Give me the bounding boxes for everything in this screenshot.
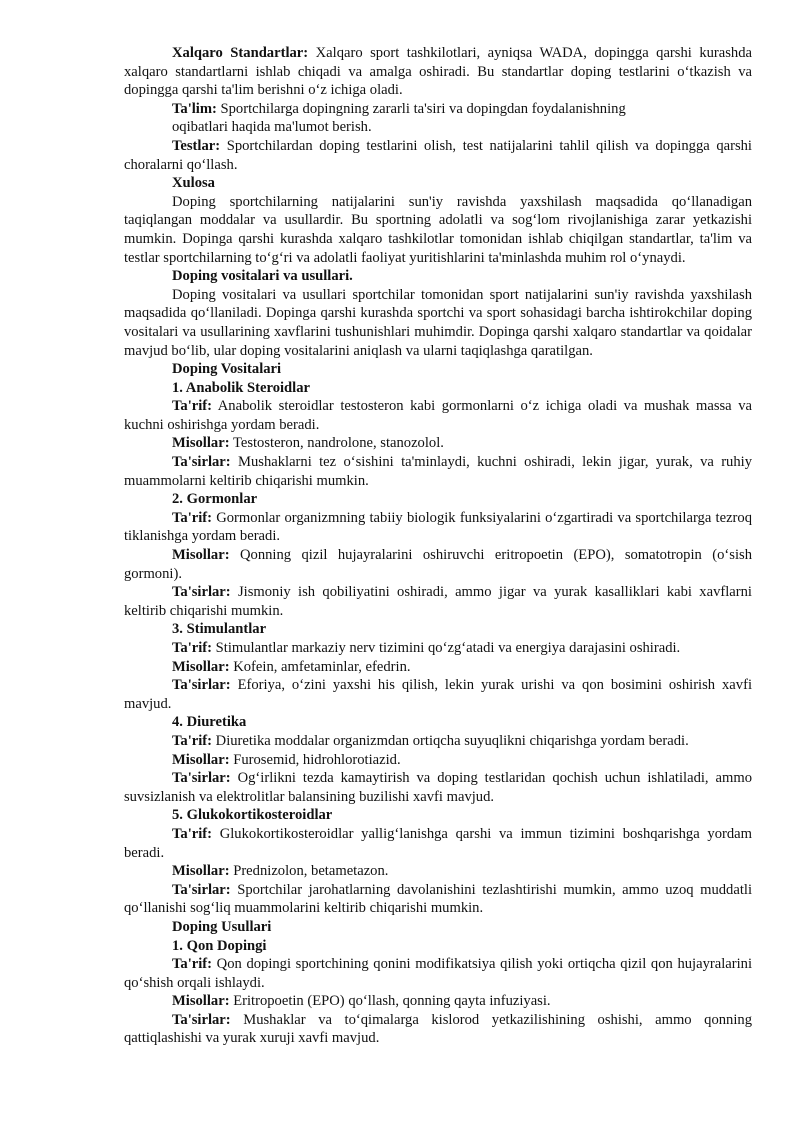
paragraph-label: Ta'rif: (172, 640, 212, 656)
paragraph-text: Og‘irlikni tezda kamaytirish va doping testlaridan qochish uchun ishlatiladi, ammo suvsizlanish va elektrolitlar balansining buzilishi xavfi mavjud. (124, 770, 752, 805)
paragraph-text: Prednizolon, betametazon. (229, 863, 389, 880)
section-heading (124, 620, 752, 639)
paragraph-text: Sportchilar jarohatlarning davolanishini tezlashtirishi mumkin, ammo uzoq muddatli qo‘llanishi sog‘liq muammolarini keltirib chiqarishi mumkin. (124, 881, 752, 917)
paragraph-text: Xulosa (172, 175, 215, 192)
paragraph (124, 881, 752, 918)
paragraph-label: Misollar: (172, 993, 230, 1010)
document-page (124, 44, 752, 1048)
paragraph (124, 639, 752, 658)
paragraph-text: Gormonlar organizmning tabiiy biologik funksiyalarini o‘zgartiradi va sportchilarga tezroq tiklanishga yordam beradi. (124, 509, 752, 545)
paragraph (124, 193, 752, 267)
section-heading (124, 360, 752, 379)
paragraph-text: Doping Vositalari (172, 361, 282, 378)
paragraph-label: Ta'rif: (172, 398, 212, 415)
paragraph (124, 137, 752, 174)
section-heading (124, 918, 752, 937)
paragraph-text: oqibatlari haqida ma'lumot berish. (172, 119, 372, 136)
section-heading (124, 379, 752, 398)
paragraph-text: Doping sportchilarning natijalarini sun'iy ravishda yaxshilash maqsadida qo‘llanadigan taqiqlangan moddalar va usullardir. Bu sportning adolatli va sog‘lom rivojlanishiga zarar yetkazishi mumkin. Dopinga qarshi kurashda xalqaro tashkilotlar tomonidan ishlab chiqilgan standartlar, ta'lim va testlar sportchilarning to‘g‘ri va adolatli faoliyat yuritishlarini ta'minlashda muhim rol o‘ynaydi. (124, 193, 752, 266)
paragraph-text: Sportchilardan doping testlarini olish, test natijalarini tahlil qilish va dopingga qarshi choralarni qo‘llash. (124, 137, 752, 173)
paragraph-text: Jismoniy ish qobiliyatini oshiradi, ammo jigar va yurak kasalliklari kabi xavflarni keltirib chiqarishi mumkin. (124, 584, 752, 619)
paragraph-text: Qon dopingi sportchining qonini modifikatsiya qilish yoki ortiqcha qizil qon hujayralarini qo‘shish orqali ishlaydi. (124, 956, 752, 991)
paragraph-text: Eforiya, o‘zini yaxshi his qilish, lekin yurak urishi va qon bosimini oshirish xavfi mavjud. (124, 677, 752, 712)
paragraph-label: Misollar: (172, 751, 230, 768)
paragraph (124, 509, 752, 546)
paragraph-text: 5. Glukokortikosteroidlar (172, 807, 333, 824)
paragraph-label: Ta'sirlar: (172, 881, 231, 898)
paragraph (124, 1011, 752, 1048)
paragraph-text: Mushaklar va to‘qimalarga kislorod yetkazilishining oshishi, ammo qonning qattiqlashishi va yurak xuruji xavfi mavjud. (124, 1011, 752, 1047)
paragraph-label: Misollar: (172, 658, 230, 675)
paragraph (124, 546, 752, 583)
paragraph (124, 583, 752, 620)
paragraph-text: 1. Qon Dopingi (172, 937, 267, 954)
paragraph-text: Mushaklarni tez o‘sishini ta'minlaydi, kuchni oshiradi, lekin jigar, yurak, va ruhiy muammolarni keltirib chiqarishi mumkin. (124, 454, 752, 489)
paragraph-label: Testlar: (172, 137, 221, 154)
paragraph (124, 453, 752, 490)
paragraph-label: Ta'rif: (172, 509, 212, 526)
paragraph-label: Xalqaro Standartlar: (172, 45, 309, 61)
paragraph (124, 397, 752, 434)
paragraph-label: Ta'sirlar: (172, 770, 231, 787)
paragraph (124, 751, 752, 770)
paragraph (124, 658, 752, 677)
paragraph (124, 992, 752, 1011)
paragraph-label: Misollar: (172, 547, 230, 564)
paragraph-text: Diuretika moddalar organizmdan ortiqcha suyuqlikni chiqarishga yordam beradi. (212, 732, 689, 749)
paragraph-text: Testosteron, nandrolone, stanozolol. (229, 435, 444, 452)
paragraph-text: Eritropoetin (EPO) qo‘llash, qonning qayta infuziyasi. (229, 993, 551, 1010)
paragraph (124, 44, 752, 100)
paragraph-text: Glukokortikosteroidlar yallig‘lanishga qarshi va immun tizimini boshqarishga yordam beradi. (124, 825, 752, 861)
paragraph (124, 676, 752, 713)
paragraph-label: Ta'rif: (172, 956, 212, 973)
paragraph (124, 955, 752, 992)
paragraph-text: 2. Gormonlar (172, 491, 258, 508)
paragraph-label: Misollar: (172, 863, 230, 880)
section-heading (124, 490, 752, 509)
paragraph-label: Ta'sirlar: (172, 1011, 231, 1028)
paragraph (124, 825, 752, 862)
paragraph-text: Qonning qizil hujayralarini oshiruvchi eritropoetin (EPO), somatotropin (o‘sish gormoni). (124, 547, 752, 582)
paragraph-text: Anabolik steroidlar testosteron kabi gormonlarni o‘z ichiga oladi va mushak massa va kuchni oshirishga yordam beradi. (124, 398, 752, 433)
paragraph-label: Misollar: (172, 435, 230, 452)
paragraph (124, 862, 752, 881)
paragraph-text: Furosemid, hidrohlorotiazid. (229, 751, 401, 768)
paragraph-text: 4. Diuretika (172, 714, 247, 731)
paragraph (124, 100, 752, 119)
paragraph-label: Ta'sirlar: (172, 677, 231, 694)
paragraph (124, 286, 752, 360)
paragraph-text: 3. Stimulantlar (172, 621, 267, 638)
section-heading (124, 806, 752, 825)
section-heading (124, 713, 752, 732)
paragraph-text: Doping Usullari (172, 918, 272, 935)
paragraph (124, 769, 752, 806)
section-heading (124, 174, 752, 193)
paragraph-text: Doping vositalari va usullari sportchilar tomonidan sport natijalarini sun'iy ravishda yaxshilash maqsadida qo‘llaniladi. Dopinga qarshi kurashda sportchi va sport sohasidagi barcha ishtirokchilar doping vositalari va usullarining xavflarini tushunishlari muhimdir. Dopinga qarshi xalqaro standartlar va qoidalar mavjud bo‘lib, ular doping vositalarini aniqlash va ularni taqiqlashga qaratilgan. (124, 286, 752, 359)
paragraph-label: Ta'sirlar: (172, 584, 231, 601)
paragraph-label: Ta'rif: (172, 732, 212, 749)
section-heading (124, 267, 752, 286)
paragraph-label: Ta'lim: (172, 100, 217, 117)
paragraph (124, 118, 752, 137)
paragraph-text: 1. Anabolik Steroidlar (172, 379, 310, 396)
paragraph-text: Kofein, amfetaminlar, efedrin. (229, 658, 411, 675)
paragraph (124, 434, 752, 453)
paragraph (124, 732, 752, 751)
paragraph-text: Xalqaro sport tashkilotlari, ayniqsa WADA, dopingga qarshi kurashda xalqaro standartlarni ishlab chiqadi va amalga oshiradi. Bu standartlar doping testlarini o‘tkazish va dopingga qarshi ta'lim berishni o‘z ichiga oladi. (124, 45, 752, 99)
section-heading (124, 937, 752, 956)
paragraph-label: Ta'rif: (172, 825, 212, 842)
paragraph-text: Stimulantlar markaziy nerv tizimini qo‘zg‘atadi va energiya darajasini oshiradi. (212, 640, 681, 656)
paragraph-text: Sportchilarga dopingning zararli ta'siri va dopingdan foydalanishning (216, 100, 626, 117)
paragraph-label: Ta'sirlar: (172, 454, 231, 471)
paragraph-text: Doping vositalari va usullari. (172, 268, 353, 285)
